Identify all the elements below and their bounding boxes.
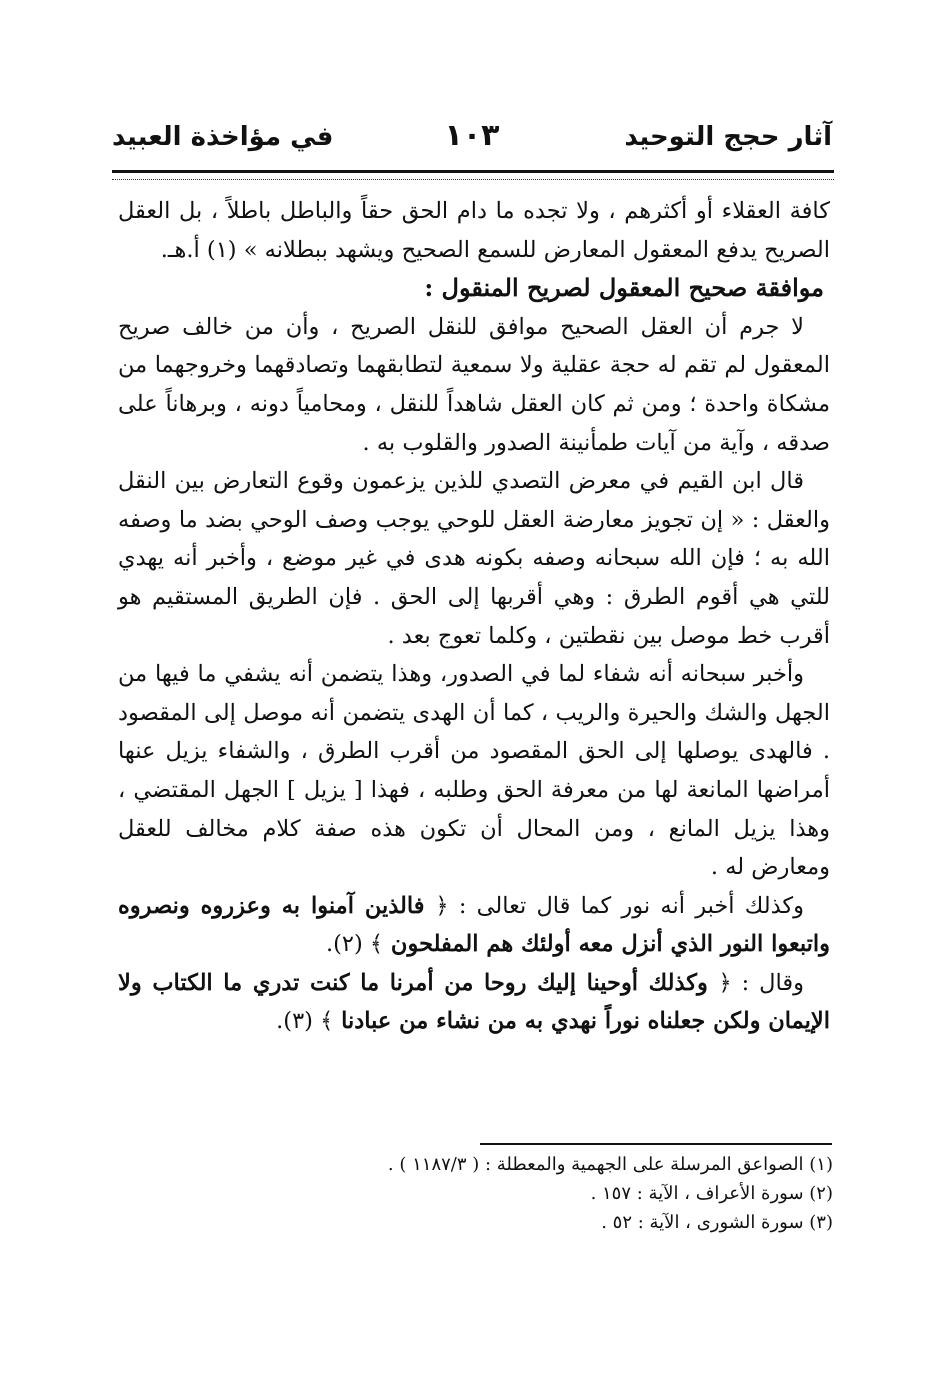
page-number: ١٠٣: [444, 118, 500, 153]
main-text: [118, 192, 830, 1041]
paragraph-5-intro: وكذلك أخبر أنه نور كما قال تعالى : ﴿: [435, 892, 804, 919]
paragraph-4: وأخبر سبحانه أنه شفاء لما في الصدور، وهذا يتضمن أنه يشفي ما فيها من الجهل والشك والحيرة والريب ، كما أن الهدى يتضمن أنه موصل إلى المقصود . فالهدى يوصلها إلى الحق المقصود من أقرب الطرق ، والشفاء يزيل عنها أمراضها المانعة لها من معرفة الحق وطلبه ، فهذا [ يزيل ] الجهل المقتضي ، وهذا يزيل المانع ، ومن المحال أن تكون هذه صفة كلام مخالف للعقل ومعارض له .: [118, 661, 830, 881]
footnote-3: (٣) سورة الشورى ، الآية : ٥٢ .: [601, 1212, 833, 1233]
quran-verse-2: وكذلك أوحينا إليك روحا من أمرنا ما كنت تدري ما الكتاب ولا الإيمان ولكن جعلناه نوراً نهدي به من نشاء من عبادنا: [118, 969, 830, 1035]
chapter-title: في مؤاخذة العبيد: [112, 122, 334, 152]
header-divider: [112, 170, 834, 180]
paragraph-1: كافة العقلاء أو أكثرهم ، ولا تجده ما دام الحق حقاً والباطل باطلاً ، بل العقل الصريح يدفع المعقول المعارض للسمع الصحيح ويشهد ببطلانه » (١) أ.هـ.: [118, 198, 830, 263]
paragraph-5: [118, 887, 830, 964]
book-title: آثار حجج التوحيد: [624, 122, 832, 152]
paragraph-6-end: ﴾ (٣).: [276, 1008, 334, 1035]
footnote-divider: [480, 1143, 832, 1145]
page-header: [112, 118, 832, 168]
section-heading: موافقة صحيح المعقول لصريح المنقول :: [424, 273, 824, 303]
footnotes: [113, 1150, 833, 1237]
paragraph-6: [118, 964, 830, 1041]
quran-verse-1: فالذين آمنوا به وعزروه ونصروه واتبعوا النور الذي أنزل معه أولئك هم المفلحون: [118, 892, 830, 958]
paragraph-2: لا جرم أن العقل الصحيح موافق للنقل الصريح ، وأن من خالف صريح المعقول لم تقم له حجة عقلية ولا سمعية لتطابقهما وتصادقهما وخروجهما من مشكاة واحدة ؛ ومن ثم كان العقل شاهداً للنقل ، ومحامياً دونه ، وبرهاناً على صدقه ، وآية من آيات طمأنينة الصدور والقلوب به .: [118, 313, 830, 456]
paragraph-3: قال ابن القيم في معرض التصدي للذين يزعمون وقوع التعارض بين النقل والعقل : « إن تجويز معارضة العقل للوحي يوجب وصف الوحي بضد ما وصفه الله به ؛ فإن الله سبحانه وصفه بكونه هدى في غير موضع ، وأخبر أنه يهدي للتي هي أقوم الطرق : وهي أقربها إلى الحق . فإن الطريق المستقيم هو أقرب خط موصل بين نقطتين ، وكلما تعوج بعد .: [118, 468, 830, 649]
paragraph-6-intro: وقال : ﴿: [718, 969, 804, 996]
paragraph-5-end: ﴾ (٢).: [325, 931, 384, 958]
footnote-1: (١) الصواعق المرسلة على الجهمية والمعطلة : ( ١١٨٧/٣ ) .: [387, 1154, 833, 1175]
footnote-2: (٢) سورة الأعراف ، الآية : ١٥٧ .: [590, 1183, 833, 1204]
